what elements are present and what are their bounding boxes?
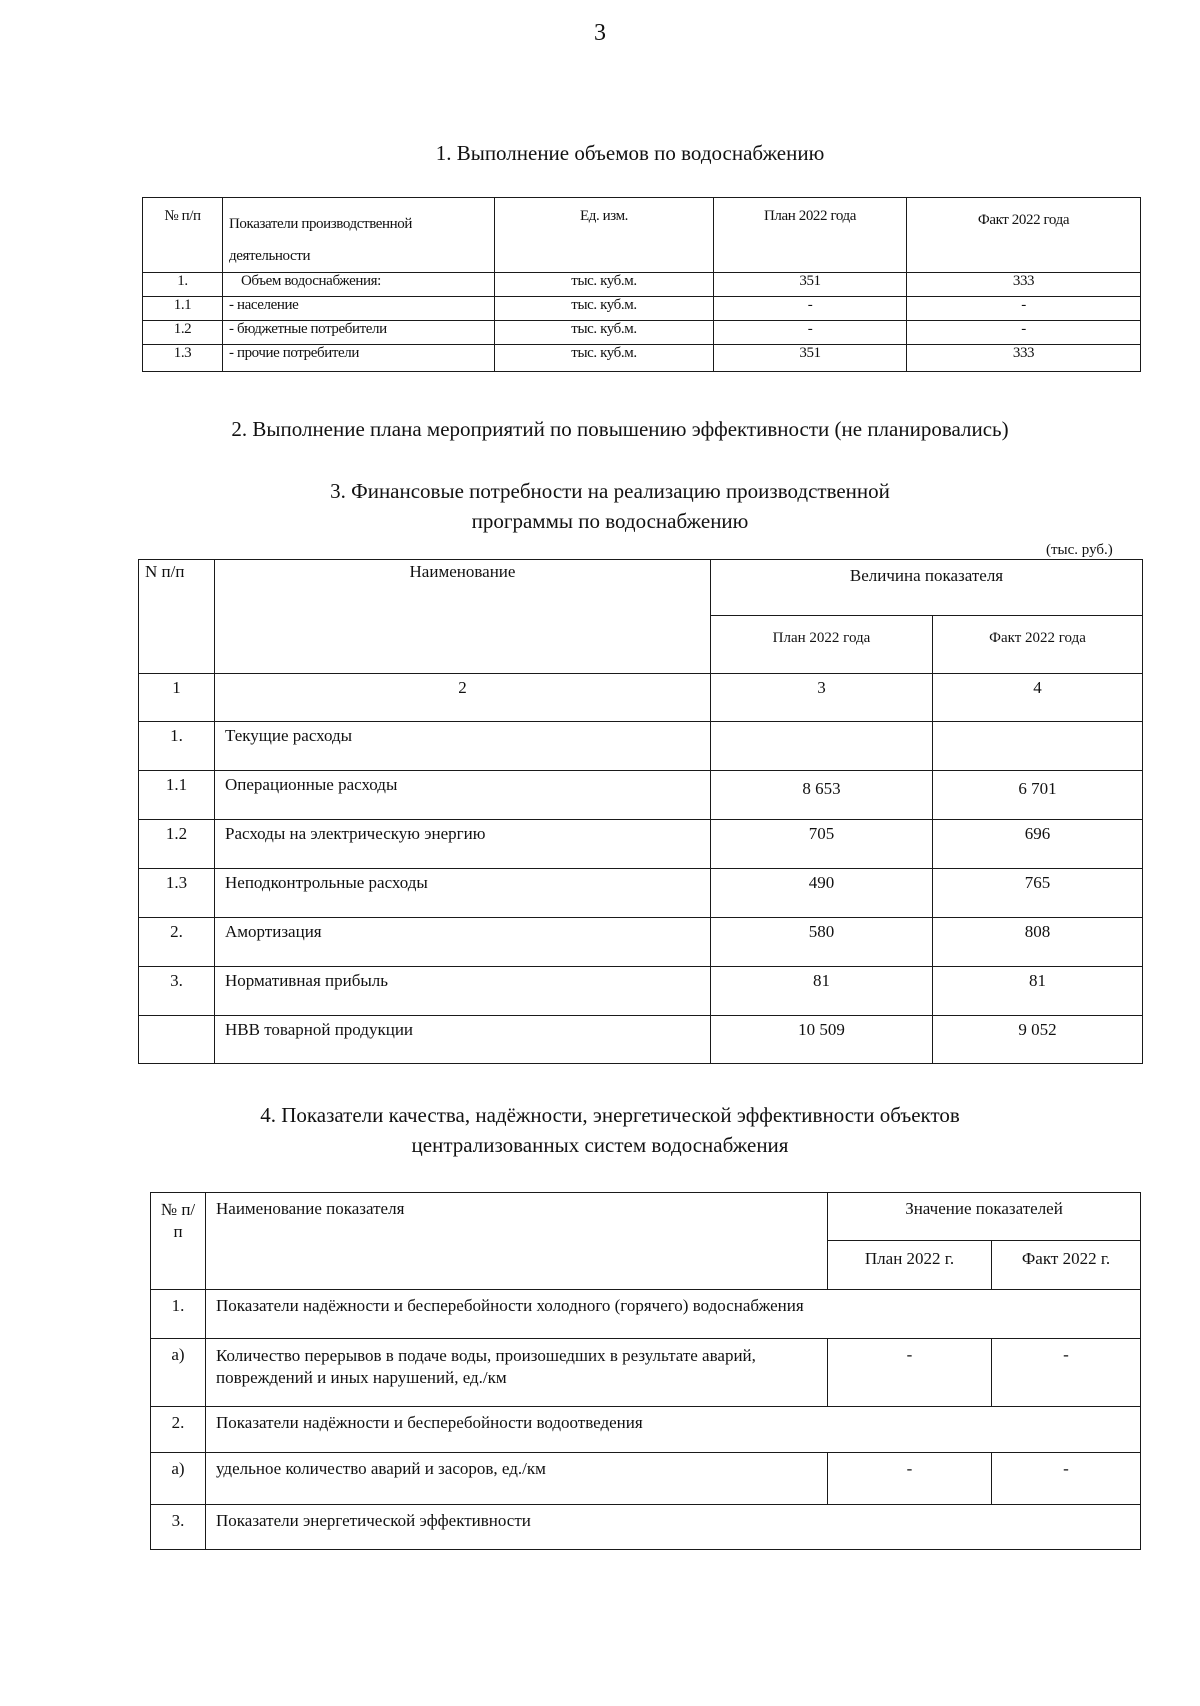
table-row	[139, 722, 1143, 771]
header-cell: Наименование показателя	[206, 1193, 828, 1290]
column-number: 1	[139, 674, 215, 722]
header-cell: План 2022 года	[714, 198, 907, 273]
row-name: - бюджетные потребители	[223, 321, 495, 345]
row-plan: 351	[714, 345, 907, 372]
header-cell: Ед. изм.	[495, 198, 714, 273]
column-number-row	[139, 674, 1143, 722]
row-name: Показатели энергетической эффективности	[206, 1505, 1141, 1550]
table-row	[139, 771, 1143, 820]
column-number: 4	[933, 674, 1143, 722]
row-name: НВВ товарной продукции	[215, 1016, 711, 1064]
row-name: Показатели надёжности и бесперебойности холодного (горячего) водоснабжения	[206, 1290, 1141, 1339]
table-row	[139, 820, 1143, 869]
row-number: 1.	[151, 1290, 206, 1339]
table-row	[151, 1453, 1141, 1505]
header-cell: Наименование	[215, 560, 711, 674]
row-name: Количество перерывов в подаче воды, произошедших в результате аварий, повреждений и иных нарушений, ед./км	[206, 1339, 828, 1407]
table-row	[139, 918, 1143, 967]
table-row	[151, 1290, 1141, 1339]
row-name: - прочие потребители	[223, 345, 495, 372]
row-number: 3.	[151, 1505, 206, 1550]
row-plan: 351	[714, 273, 907, 297]
row-number: 2.	[151, 1407, 206, 1453]
table-row	[143, 297, 1141, 321]
row-number: 1.3	[139, 869, 215, 918]
row-plan: 8 653	[711, 771, 933, 820]
header-cell: Факт 2022 года	[907, 198, 1141, 273]
section-3-title-line1: 3. Финансовые потребности на реализацию производственной	[330, 479, 890, 503]
row-unit: тыс. куб.м.	[495, 321, 714, 345]
header-cell: № п/п	[143, 198, 223, 273]
header-cell: План 2022 года	[711, 616, 933, 674]
row-name: Амортизация	[215, 918, 711, 967]
table-header-row	[143, 198, 1141, 273]
row-name: Расходы на электрическую энергию	[215, 820, 711, 869]
row-plan	[711, 722, 933, 771]
table-row	[143, 345, 1141, 372]
row-fact: 9 052	[933, 1016, 1143, 1064]
row-name: - население	[223, 297, 495, 321]
row-name: Неподконтрольные расходы	[215, 869, 711, 918]
row-number: 1.3	[143, 345, 223, 372]
table-row	[151, 1339, 1141, 1407]
header-cell: Величина показателя	[711, 560, 1143, 616]
quality-indicators-table	[150, 1192, 1141, 1550]
table-row	[151, 1407, 1141, 1453]
row-name: Показатели надёжности и бесперебойности водоотведения	[206, 1407, 1141, 1453]
table-row-total	[139, 1016, 1143, 1064]
water-supply-volume-table	[142, 197, 1141, 372]
row-fact: 6 701	[933, 771, 1143, 820]
row-number: а)	[151, 1453, 206, 1505]
row-name: Операционные расходы	[215, 771, 711, 820]
row-plan: -	[828, 1339, 992, 1407]
row-number: 1.2	[143, 321, 223, 345]
row-fact: 696	[933, 820, 1143, 869]
table-row	[143, 321, 1141, 345]
row-number: 1.	[143, 273, 223, 297]
row-plan: 81	[711, 967, 933, 1016]
row-plan: -	[714, 297, 907, 321]
row-number: 1.1	[139, 771, 215, 820]
header-cell: № п/п	[151, 1193, 206, 1290]
row-number	[139, 1016, 215, 1064]
row-fact	[933, 722, 1143, 771]
row-name: Нормативная прибыль	[215, 967, 711, 1016]
row-number: 2.	[139, 918, 215, 967]
header-cell: План 2022 г.	[828, 1241, 992, 1290]
section-2-title: 2. Выполнение плана мероприятий по повышению эффективности (не планировались)	[231, 417, 1009, 441]
table-row	[143, 273, 1141, 297]
section-4-title-line1: 4. Показатели качества, надёжности, энергетической эффективности объектов	[260, 1103, 960, 1127]
row-name: Текущие расходы	[215, 722, 711, 771]
row-fact: 333	[907, 345, 1141, 372]
row-plan: 580	[711, 918, 933, 967]
financial-needs-table	[138, 559, 1143, 1064]
row-name: удельное количество аварий и засоров, ед./км	[206, 1453, 828, 1505]
units-note: (тыс. руб.)	[1046, 542, 1113, 558]
row-fact: -	[992, 1339, 1141, 1407]
row-fact: 765	[933, 869, 1143, 918]
row-number: а)	[151, 1339, 206, 1407]
section-1-title: 1. Выполнение объемов по водоснабжению	[435, 141, 825, 165]
column-number: 2	[215, 674, 711, 722]
row-plan: 10 509	[711, 1016, 933, 1064]
row-fact: -	[992, 1453, 1141, 1505]
row-number: 1.1	[143, 297, 223, 321]
row-unit: тыс. куб.м.	[495, 273, 714, 297]
row-unit: тыс. куб.м.	[495, 297, 714, 321]
row-plan: 490	[711, 869, 933, 918]
section-4-title-line2: централизованных систем водоснабжения	[411, 1133, 789, 1157]
row-fact: -	[907, 321, 1141, 345]
row-number: 1.	[139, 722, 215, 771]
row-name: Объем водоснабжения:	[223, 273, 495, 297]
header-cell: Факт 2022 г.	[992, 1241, 1141, 1290]
header-cell: Значение показателей	[828, 1193, 1141, 1241]
header-cell: N п/п	[139, 560, 215, 674]
row-fact: -	[907, 297, 1141, 321]
column-number: 3	[711, 674, 933, 722]
page-number: 3	[594, 20, 606, 46]
row-unit: тыс. куб.м.	[495, 345, 714, 372]
row-plan: -	[714, 321, 907, 345]
row-plan: -	[828, 1453, 992, 1505]
table-row	[151, 1505, 1141, 1550]
row-fact: 81	[933, 967, 1143, 1016]
row-fact: 808	[933, 918, 1143, 967]
row-plan: 705	[711, 820, 933, 869]
table-header-row	[139, 560, 1143, 616]
header-cell: Показатели производственной деятельности	[223, 198, 495, 273]
row-number: 1.2	[139, 820, 215, 869]
table-row	[139, 869, 1143, 918]
row-number: 3.	[139, 967, 215, 1016]
row-fact: 333	[907, 273, 1141, 297]
section-3-title-line2: программы по водоснабжению	[471, 509, 749, 533]
header-cell: Факт 2022 года	[933, 616, 1143, 674]
table-row	[139, 967, 1143, 1016]
table-header-row	[151, 1193, 1141, 1241]
